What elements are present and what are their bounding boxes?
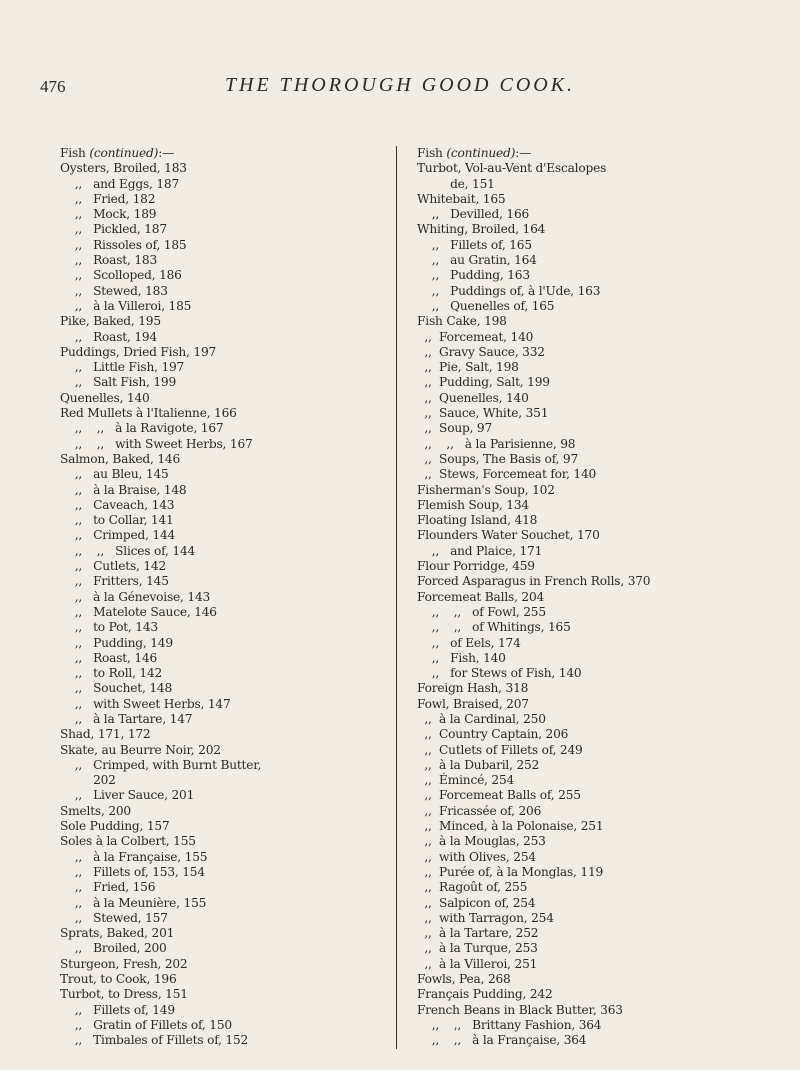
index-entry: ,, au Bleu, 145 xyxy=(60,467,169,482)
index-entry: Fish Cake, 198 xyxy=(417,314,507,329)
index-entry: ,, Matelote Sauce, 146 xyxy=(60,604,217,619)
index-entry: ,, Soup, 97 xyxy=(417,421,493,436)
index-entry: ,, Minced, à la Polonaise, 251 xyxy=(417,819,604,834)
index-entry: ,, Fried, 156 xyxy=(60,880,156,895)
index-entry: ,, ,, of Fowl, 255 xyxy=(417,604,546,619)
index-entries xyxy=(417,161,797,1048)
index-entry: ,, Pudding, 149 xyxy=(60,635,173,650)
index-entry: ,, Mock, 189 xyxy=(60,207,157,222)
index-entry: ,, Fillets of, 153, 154 xyxy=(60,864,205,879)
running-head: THE THOROUGH GOOD COOK. xyxy=(224,74,576,96)
index-entry: Forced Asparagus in French Rolls, 370 xyxy=(417,574,651,589)
index-entry: ,, Cutlets of Fillets of, 249 xyxy=(417,742,583,757)
index-entry: Trout, to Cook, 196 xyxy=(60,972,177,987)
column-heading xyxy=(60,146,390,161)
index-entry: ,, à la Tartare, 252 xyxy=(417,926,539,941)
index-entry: ,, for Stews of Fish, 140 xyxy=(417,666,582,681)
index-entry: Flour Porridge, 459 xyxy=(417,559,535,574)
index-entry: ,, Stewed, 183 xyxy=(60,283,168,298)
index-column-left xyxy=(60,146,390,1049)
index-entry: ,, Crimped, 144 xyxy=(60,528,176,543)
index-entry: ,, to Pot, 143 xyxy=(60,620,158,635)
index-entry: ,, à la Mouglas, 253 xyxy=(417,834,546,849)
index-entry: ,, with Olives, 254 xyxy=(417,849,536,864)
index-entry: ,, with Tarragon, 254 xyxy=(417,910,554,925)
index-entry: Sturgeon, Fresh, 202 xyxy=(60,956,188,971)
index-entry: ,, Fricassée of, 206 xyxy=(417,803,542,818)
index-entry: ,, Caveach, 143 xyxy=(60,497,175,512)
index-entry: Foreign Hash, 318 xyxy=(417,681,529,696)
index-entry: ,, Gratin of Fillets of, 150 xyxy=(60,1017,232,1032)
index-entry: ,, Puddings of, à l'Ude, 163 xyxy=(417,283,601,298)
index-entry: Français Pudding, 242 xyxy=(417,987,553,1002)
index-entry: ,, à la Villeroi, 251 xyxy=(417,956,538,971)
index-entry: ,, Stews, Forcemeat for, 140 xyxy=(417,467,597,482)
index-entry: ,, Forcemeat, 140 xyxy=(417,329,534,344)
index-entry: ,, Forcemeat Balls of, 255 xyxy=(417,788,581,803)
index-entries xyxy=(60,161,390,1048)
index-entry: ,, à la Génevoise, 143 xyxy=(60,589,211,604)
index-entry: Flounders Water Souchet, 170 xyxy=(417,528,600,543)
index-entry: ,, Cutlets, 142 xyxy=(60,559,167,574)
index-entry: ,, ,, of Whitings, 165 xyxy=(417,620,571,635)
index-entry: Shad, 171, 172 xyxy=(60,727,151,742)
index-entry: ,, Émincé, 254 xyxy=(417,773,515,788)
index-entry: ,, of Eels, 174 xyxy=(417,635,521,650)
index-entry: ,, Stewed, 157 xyxy=(60,910,168,925)
index-entry: ,, à la Française, 155 xyxy=(60,849,208,864)
index-entry: Smelts, 200 xyxy=(60,803,131,818)
index-column-right xyxy=(396,146,797,1049)
index-entry: ,, Little Fish, 197 xyxy=(60,360,185,375)
index-entry: ,, Fillets of, 165 xyxy=(417,237,532,252)
index-entry: ,, ,, Slices of, 144 xyxy=(60,543,196,558)
index-entry: ,, à la Braise, 148 xyxy=(60,482,187,497)
index-entry: Oysters, Broiled, 183 xyxy=(60,161,187,176)
index-entry: Whitebait, 165 xyxy=(417,191,506,206)
index-entry: ,, à la Dubaril, 252 xyxy=(417,757,540,772)
index-entry: ,, Soups, The Basis of, 97 xyxy=(417,451,579,466)
index-entry: ,, au Gratin, 164 xyxy=(417,253,537,268)
page-number: 476 xyxy=(40,77,66,96)
index-entry: ,, Crimped, with Burnt Butter, xyxy=(60,757,262,772)
index-entry: Quenelles, 140 xyxy=(60,390,150,405)
index-entry: ,, Souchet, 148 xyxy=(60,681,172,696)
index-entry: Fowls, Pea, 268 xyxy=(417,972,511,987)
index-entry: ,, Fish, 140 xyxy=(417,650,506,665)
index-entry: ,, à la Meunière, 155 xyxy=(60,895,207,910)
index-entry: Skate, au Beurre Noir, 202 xyxy=(60,742,221,757)
index-entry: Flemish Soup, 134 xyxy=(417,497,529,512)
heading-italic: (continued) xyxy=(89,146,159,160)
index-entry: 202 xyxy=(60,773,116,788)
index-entry: ,, Rissoles of, 185 xyxy=(60,237,187,252)
index-entry: ,, Purée of, à la Monglas, 119 xyxy=(417,864,604,879)
index-entry: ,, with Sweet Herbs, 147 xyxy=(60,696,231,711)
index-entry: ,, Gravy Sauce, 332 xyxy=(417,344,545,359)
index-entry: ,, and Eggs, 187 xyxy=(60,176,180,191)
index-entry: Fowl, Braised, 207 xyxy=(417,696,529,711)
index-entry: Salmon, Baked, 146 xyxy=(60,451,181,466)
index-entry: ,, à la Turque, 253 xyxy=(417,941,538,956)
index-entry: Fisherman's Soup, 102 xyxy=(417,482,555,497)
index-entry: ,, ,, Brittany Fashion, 364 xyxy=(417,1017,602,1032)
index-entry: ,, Fillets of, 149 xyxy=(60,1002,175,1017)
index-entry: ,, Ragoût of, 255 xyxy=(417,880,528,895)
index-entry: ,, ,, à la Française, 364 xyxy=(417,1033,587,1048)
index-entry: ,, Pie, Salt, 198 xyxy=(417,360,519,375)
index-entry: ,, Pickled, 187 xyxy=(60,222,167,237)
index-entry: ,, Scolloped, 186 xyxy=(60,268,182,283)
index-entry: Sprats, Baked, 201 xyxy=(60,926,175,941)
index-entry: ,, ,, à la Parisienne, 98 xyxy=(417,436,576,451)
index-entry: ,, à la Cardinal, 250 xyxy=(417,711,546,726)
index-entry: French Beans in Black Butter, 363 xyxy=(417,1002,623,1017)
heading-suffix: :— xyxy=(515,146,532,160)
heading-italic: (continued) xyxy=(446,146,516,160)
index-entry: Turbot, Vol-au-Vent d'Escalopes xyxy=(417,161,607,176)
index-entry: ,, ,, à la Ravigote, 167 xyxy=(60,421,224,436)
index-entry: ,, Roast, 183 xyxy=(60,253,158,268)
index-entry: ,, and Plaice, 171 xyxy=(417,543,543,558)
heading-main: Fish xyxy=(417,146,443,160)
index-entry: ,, Devilled, 166 xyxy=(417,207,530,222)
index-entry: ,, Fritters, 145 xyxy=(60,574,169,589)
index-entry: ,, Sauce, White, 351 xyxy=(417,406,549,421)
index-entry: ,, Broiled, 200 xyxy=(60,941,167,956)
index-entry: ,, to Roll, 142 xyxy=(60,666,163,681)
index-entry: de, 151 xyxy=(417,176,495,191)
index-entry: ,, Salpicon of, 254 xyxy=(417,895,536,910)
heading-main: Fish xyxy=(60,146,86,160)
index-entry: Floating Island, 418 xyxy=(417,513,538,528)
index-entry: ,, Roast, 194 xyxy=(60,329,158,344)
index-entry: ,, Quenelles of, 165 xyxy=(417,298,555,313)
index-entry: ,, Fried, 182 xyxy=(60,191,156,206)
index-entry: ,, ,, with Sweet Herbs, 167 xyxy=(60,436,253,451)
index-entry: Soles à la Colbert, 155 xyxy=(60,834,196,849)
heading-suffix: :— xyxy=(158,146,175,160)
index-entry: Red Mullets à l'Italienne, 166 xyxy=(60,406,237,421)
index-entry: ,, Pudding, 163 xyxy=(417,268,530,283)
index-entry: Forcemeat Balls, 204 xyxy=(417,589,545,604)
index-entry: ,, Pudding, Salt, 199 xyxy=(417,375,550,390)
index-entry: Pike, Baked, 195 xyxy=(60,314,161,329)
index-entry: ,, to Collar, 141 xyxy=(60,513,174,528)
index-entry: ,, Roast, 146 xyxy=(60,650,158,665)
column-heading xyxy=(417,146,797,161)
index-entry: Puddings, Dried Fish, 197 xyxy=(60,344,217,359)
index-entry: ,, Liver Sauce, 201 xyxy=(60,788,195,803)
index-entry: Whiting, Broiled, 164 xyxy=(417,222,546,237)
index-entry: ,, à la Tartare, 147 xyxy=(60,711,193,726)
index-entry: ,, Country Captain, 206 xyxy=(417,727,569,742)
index-entry: ,, Quenelles, 140 xyxy=(417,390,529,405)
index-entry: ,, Timbales of Fillets of, 152 xyxy=(60,1033,249,1048)
index-entry: Sole Pudding, 157 xyxy=(60,819,170,834)
index-entry: ,, à la Villeroi, 185 xyxy=(60,298,192,313)
index-entry: ,, Salt Fish, 199 xyxy=(60,375,177,390)
index-entry: Turbot, to Dress, 151 xyxy=(60,987,188,1002)
